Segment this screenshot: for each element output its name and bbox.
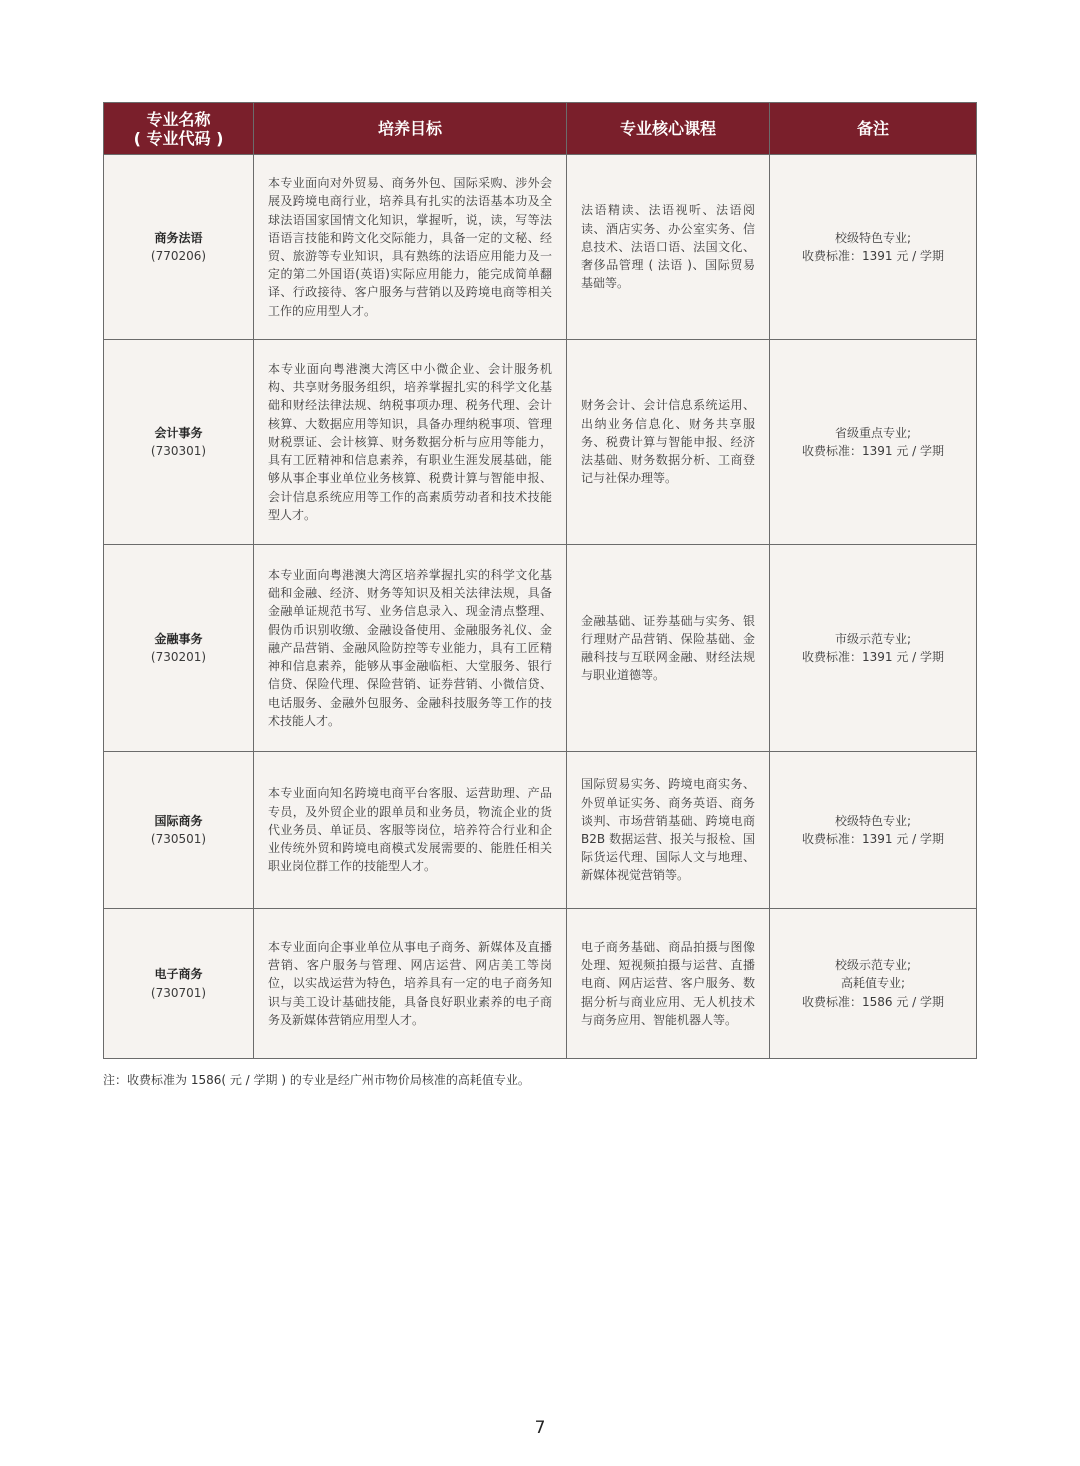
header-name-line1: 专业名称	[146, 109, 211, 129]
goal-text: 本专业面向对外贸易、商务外包、国际采购、涉外会展及跨境电商行业，培养具有扎实的法语基本功及全球法语国家国情文化知识，掌握听，说，读，写等法语语言技能和跨文化交际能力，具备一定的文秘、经贸、旅游等专业知识，具有熟练的法语应用能力及一定的第二外国语(英语)实际应用能力，能完成简单翻译、行政接待、客户服务与营销以及跨境电商等相关工作的应用型人才。	[254, 155, 567, 340]
goal-text: 本专业面向粤港澳大湾区培养掌握扎实的科学文化基础和金融、经济、财务等知识及相关法律法规，具备金融单证规范书写、业务信息录入、现金清点整理、假伪币识别收缴、金融设备使用、金融服务礼仪、金融产品营销、金融风险防控等专业能力，具有工匠精神和信息素养，能够从事金融临柜、大堂服务、银行信贷、保险代理、保险营销、证券营销、小微信贷、电话服务、金融外包服务、金融科技服务等工作的技术技能人才。	[254, 545, 567, 752]
course-text: 金融基础、证券基础与实务、银行理财产品营销、保险基础、金融科技与互联网金融、财经法规与职业道德等。	[567, 545, 770, 752]
goal-text: 本专业面向知名跨境电商平台客服、运营助理、产品专员，及外贸企业的跟单员和业务员，物流企业的货代业务员、单证员、客服等岗位，培养符合行业和企业传统外贸和跨境电商模式发展需要的、能胜任相关职业岗位群工作的技能型人才。	[254, 752, 567, 909]
course-text: 电子商务基础、商品拍摄与图像处理、短视频拍摄与运营、直播电商、网店运营、客户服务、数据分析与商业应用、无人机技术与商务应用、智能机器人等。	[567, 909, 770, 1059]
header-goal: 培养目标	[254, 103, 567, 155]
table-row	[104, 545, 977, 752]
major-code: (770206)	[150, 249, 207, 263]
note-line: 收费标准：1391 元 / 学期	[801, 832, 945, 846]
note-cell	[770, 752, 977, 909]
note-line: 校级示范专业;	[834, 958, 912, 973]
page-number: 7	[534, 1418, 546, 1438]
header-name-line2: ( 专业代码 )	[133, 128, 224, 148]
note-cell	[770, 545, 977, 752]
note-line: 高耗值专业;	[840, 976, 906, 991]
course-text: 国际贸易实务、跨境电商实务、外贸单证实务、商务英语、商务谈判、市场营销基础、跨境电商 B2B 数据运营、报关与报检、国际货运代理、国际人文与地理、新媒体视觉营销等。	[567, 752, 770, 909]
major-code: (730701)	[150, 985, 207, 1000]
major-cell	[104, 752, 254, 909]
note-line: 校级特色专业;	[834, 813, 912, 828]
major-code: (730201)	[150, 650, 207, 664]
major-code: (730301)	[150, 444, 207, 458]
course-text: 法语精读、法语视听、法语阅读、酒店实务、办公室实务、信息技术、法语口语、法国文化、奢侈品管理 ( 法语 )、国际贸易基础等。	[567, 155, 770, 340]
header-note: 备注	[770, 103, 977, 155]
note-line: 收费标准：1391 元 / 学期	[801, 444, 945, 458]
major-cell	[104, 909, 254, 1059]
course-text: 财务会计、会计信息系统运用、出纳业务信息化、财务共享服务、税费计算与智能申报、经济法基础、财务数据分析、工商登记与社保办理等。	[567, 340, 770, 545]
note-cell	[770, 909, 977, 1059]
major-name: 电子商务	[154, 967, 203, 982]
note-line: 校级特色专业;	[834, 230, 912, 245]
note-line: 收费标准：1391 元 / 学期	[801, 650, 945, 664]
major-name: 会计事务	[154, 425, 203, 440]
majors-table	[103, 102, 977, 1059]
major-cell	[104, 155, 254, 340]
major-cell	[104, 545, 254, 752]
note-line: 市级示范专业;	[834, 631, 912, 646]
major-cell	[104, 340, 254, 545]
table-row	[104, 909, 977, 1059]
goal-text: 本专业面向企事业单位从事电子商务、新媒体及直播营销、客户服务与管理、网店运营、网店美工等岗位，以实战运营为特色，培养具有一定的电子商务知识与美工设计基础技能，具备良好职业素养的电子商务及新媒体营销应用型人才。	[254, 909, 567, 1059]
goal-text: 本专业面向粤港澳大湾区中小微企业、会计服务机构、共享财务服务组织，培养掌握扎实的科学文化基础和财经法律法规、纳税事项办理、税务代理、会计核算、大数据应用等知识，具备办理纳税事项、管理财税票证、会计核算、财务数据分析与应用等能力，具有工匠精神和信息素养，有职业生涯发展基础，能够从事企事业单位业务核算、税费计算与智能申报、会计信息系统应用等工作的高素质劳动者和技术技能型人才。	[254, 340, 567, 545]
table-row	[104, 155, 977, 340]
table-header-row	[104, 103, 977, 155]
major-name: 商务法语	[154, 230, 203, 245]
table-row	[104, 340, 977, 545]
note-line: 省级重点专业;	[834, 425, 912, 440]
major-code: (730501)	[150, 832, 207, 846]
header-name	[104, 103, 254, 155]
note-cell	[770, 340, 977, 545]
header-course: 专业核心课程	[567, 103, 770, 155]
note-cell	[770, 155, 977, 340]
note-line: 收费标准：1391 元 / 学期	[801, 249, 945, 263]
note-line: 收费标准：1586 元 / 学期	[801, 994, 945, 1009]
table-row	[104, 752, 977, 909]
major-name: 金融事务	[154, 631, 203, 646]
footnote: 注：收费标准为 1586( 元 / 学期 ) 的专业是经广州市物价局核准的高耗值专业。	[103, 1073, 530, 1087]
major-name: 国际商务	[154, 813, 203, 828]
